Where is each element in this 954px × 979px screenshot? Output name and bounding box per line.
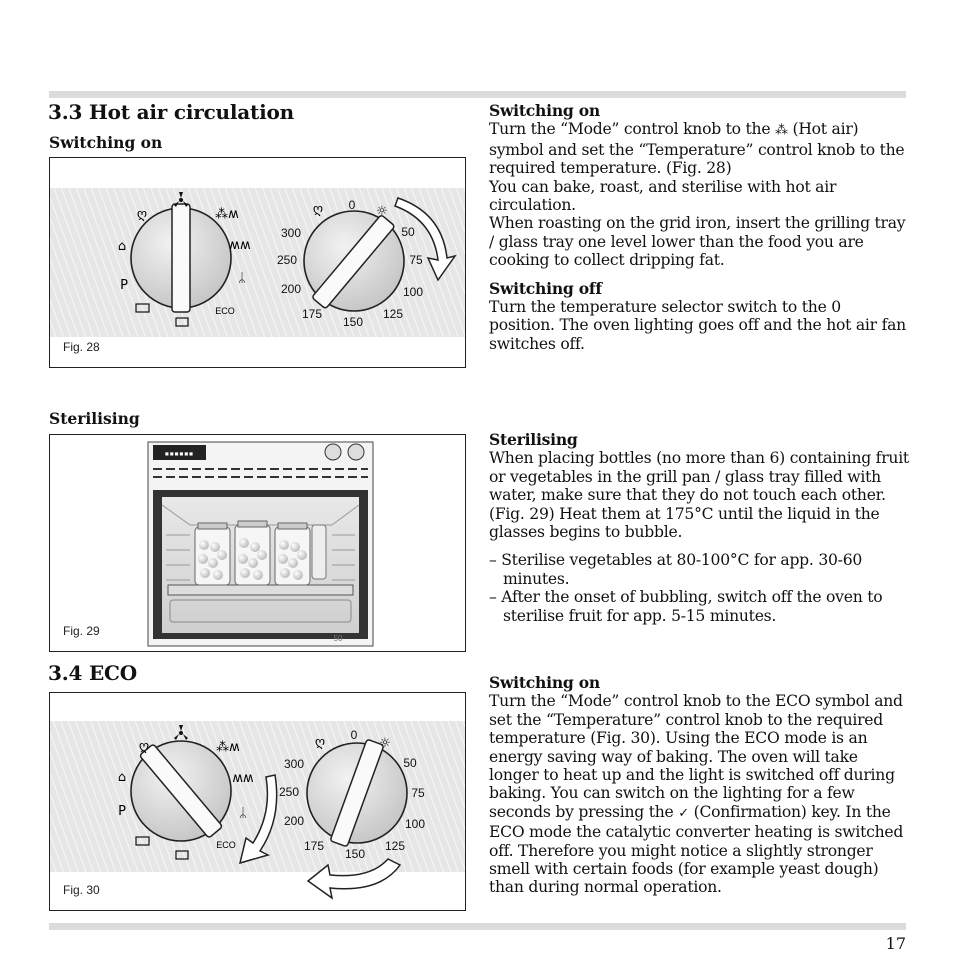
- grill-small-icon: ღ: [136, 207, 148, 222]
- hot-air-text-block: [489, 102, 909, 353]
- oven-interior-drawing: [50, 435, 465, 651]
- svg-text:250: 250: [276, 253, 298, 267]
- sterilising-paragraph: When placing bottles (no more than 6) containing fruit or vegetables in the grill pan / glass tray filled with water, make sure that they do not touch each other. (Fig. 29) Heat them at 175°C until the liquid in the glasses begins to bubble.: [489, 449, 909, 542]
- eco-text-block: [489, 674, 909, 897]
- oven-knob-right: [348, 444, 364, 460]
- figure-30-eco-knobs: [49, 692, 466, 911]
- svg-text:50: 50: [401, 225, 415, 239]
- svg-text:200: 200: [283, 814, 305, 828]
- svg-text:175: 175: [301, 307, 323, 321]
- light-sun-icon: ☼: [376, 204, 388, 219]
- bottom-heat-icon: ⌂: [117, 239, 127, 254]
- svg-text:ღ: ღ: [138, 739, 150, 754]
- figure-28-label: Fig. 28: [63, 340, 100, 354]
- switching-on-heading: Switching on: [489, 101, 600, 120]
- svg-text:150: 150: [344, 847, 366, 861]
- svg-text:ʍʍ: ʍʍ: [232, 771, 254, 786]
- svg-text:ECO: ECO: [216, 840, 236, 850]
- svg-text:0: 0: [350, 728, 358, 742]
- full-grill-icon: ʍʍ: [229, 238, 251, 253]
- svg-text:300: 300: [280, 226, 302, 240]
- eco-switching-on-heading: Switching on: [489, 673, 600, 692]
- svg-text:75: 75: [411, 786, 425, 800]
- svg-text:250: 250: [278, 785, 300, 799]
- sterilising-bullet-1: – Sterilise vegetables at 80-100°C for app. 30-60 minutes.: [489, 551, 863, 588]
- figure-30-label: Fig. 30: [63, 883, 100, 897]
- switching-on-paragraph: Turn the “Mode” control knob to the ⁂ (Hot air) symbol and set the “Temperature” control knob to the required temperature. (Fig. 28): [489, 120, 905, 178]
- section-title-hot-air: 3.3 Hot air circulation: [48, 100, 294, 124]
- page-number: 17: [885, 934, 906, 953]
- section-title-eco: 3.4 ECO: [48, 661, 137, 685]
- switching-off-paragraph: Turn the temperature selector switch to the 0 position. The oven lighting goes off and the hot air fan switches off.: [489, 298, 906, 353]
- svg-text:P: P: [118, 804, 126, 819]
- svg-text:300: 300: [283, 757, 305, 771]
- subheading-switching-on-left: Switching on: [49, 133, 163, 152]
- svg-text:175: 175: [303, 839, 325, 853]
- svg-text:ᛦ: ᛦ: [239, 806, 247, 821]
- svg-text:▪▪▪▪▪▪: ▪▪▪▪▪▪: [164, 449, 194, 458]
- svg-text:☼: ☼: [379, 736, 391, 751]
- switching-on-paragraph-3: When roasting on the grid iron, insert the grilling tray / glass tray one level lower than the food you are cooking to collect dripping fat.: [489, 214, 906, 270]
- eco-mode-label: ECO: [215, 306, 235, 316]
- fan-grill-icon: ⁂ʍ: [215, 207, 239, 222]
- svg-text:75: 75: [409, 253, 423, 267]
- top-divider-bar: [49, 91, 906, 98]
- glass-jars: [195, 521, 326, 585]
- subheading-sterilising-left: Sterilising: [49, 409, 140, 428]
- svg-text:125: 125: [384, 839, 406, 853]
- svg-text:200: 200: [280, 282, 302, 296]
- figure-29-label: Fig. 29: [63, 624, 100, 638]
- oven-knob-left: [325, 444, 341, 460]
- svg-text:⌂: ⌂: [117, 770, 127, 785]
- figure-29-oven-jars: [49, 434, 466, 652]
- glass-tray: [168, 585, 353, 595]
- figure-corner-number: 50: [333, 634, 343, 643]
- sterilising-bullet-2: – After the onset of bubbling, switch off the oven to sterilise fruit for app. 5-15 minutes.: [489, 588, 883, 625]
- svg-text:⁂ʍ: ⁂ʍ: [216, 740, 240, 755]
- sterilising-text-block: [489, 431, 909, 625]
- svg-text:100: 100: [402, 285, 424, 299]
- sterilising-heading: Sterilising: [489, 430, 578, 449]
- grill-small-icon-2: ღ: [312, 202, 324, 217]
- svg-text:0: 0: [348, 198, 356, 212]
- svg-text:100: 100: [404, 817, 426, 831]
- switching-off-heading: Switching off: [489, 278, 602, 298]
- checkmark-icon: ✓: [678, 805, 689, 821]
- svg-text:50: 50: [403, 756, 417, 770]
- hot-air-fan-icon: ⁂: [775, 123, 788, 139]
- pizza-mode-label: P: [120, 278, 128, 293]
- figure-28-control-knobs: [49, 157, 466, 368]
- bottom-divider-bar: [49, 923, 906, 930]
- eco-knob-panel-drawing: [50, 693, 465, 910]
- svg-text:125: 125: [382, 307, 404, 321]
- fan-bottom-icon: ᛦ: [238, 271, 246, 286]
- svg-text:150: 150: [342, 315, 364, 329]
- knob-panel-drawing: [50, 158, 465, 367]
- switching-on-paragraph-2: You can bake, roast, and sterilise with hot air circulation.: [489, 177, 837, 215]
- eco-paragraph: Turn the “Mode” control knob to the ECO symbol and set the “Temperature” control knob to the required temperature (Fig. 30). Using the ECO mode is an energy saving way of baking. The oven will take longer to heat up and the light is switched off during baking. You can switch on the lighting for a few seconds by pressing the ✓ (Confirmation) key. In the ECO mode the catalytic converter heating is switched off. Therefore you might notice a slightly stronger smell with certain foods (for example yeast dough) than during normal operation.: [489, 692, 904, 897]
- svg-text:ღ: ღ: [314, 735, 326, 750]
